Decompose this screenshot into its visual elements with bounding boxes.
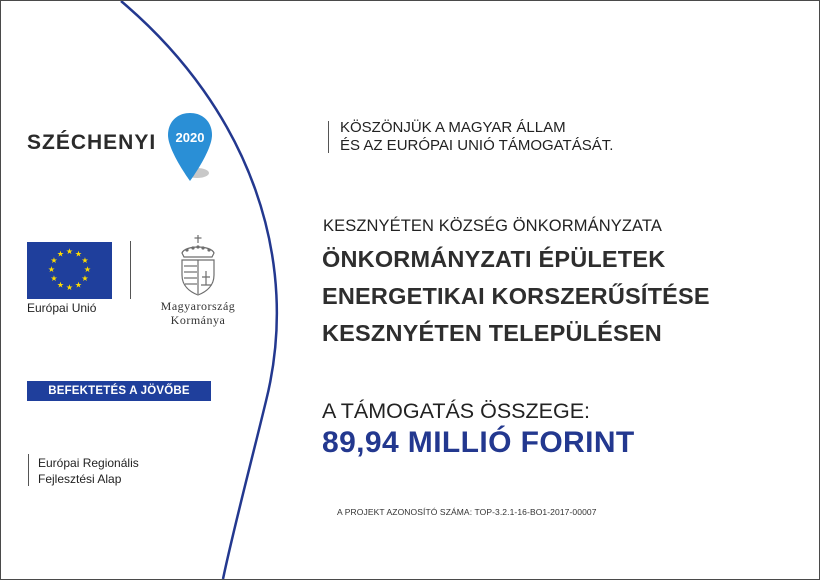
svg-text:★: ★ xyxy=(56,249,65,259)
coat-of-arms-icon xyxy=(165,233,231,297)
svg-text:★: ★ xyxy=(56,280,65,290)
support-amount-label: A TÁMOGATÁS ÖSSZEGE: xyxy=(322,399,591,423)
szechenyi-2020-pin-icon xyxy=(165,111,215,187)
svg-text:★: ★ xyxy=(74,249,83,259)
erfa-label xyxy=(38,455,139,487)
szechenyi-logo-text: SZÉCHENYI xyxy=(27,131,157,154)
thanks-line1: KÖSZÖNJÜK A MAGYAR ÁLLAM xyxy=(340,119,566,136)
project-title-line1: ÖNKORMÁNYZATI ÉPÜLETEK xyxy=(322,246,666,272)
svg-text:★: ★ xyxy=(83,265,92,274)
government-label xyxy=(150,299,246,327)
eu-flag-icon xyxy=(27,242,112,299)
svg-text:★: ★ xyxy=(50,256,58,265)
project-id: A PROJEKT AZONOSÍTÓ SZÁMA: TOP-3.2.1-16-BO1-2017-00007 xyxy=(337,507,597,517)
svg-text:★: ★ xyxy=(81,256,89,265)
project-title-line3: KESZNYÉTEN TELEPÜLÉSEN xyxy=(322,320,662,346)
government-label-line1: Magyarország xyxy=(160,299,236,313)
project-title-line2: ENERGETIKAI KORSZERŰSÍTÉSE xyxy=(322,283,710,309)
svg-text:★: ★ xyxy=(65,283,74,292)
project-title xyxy=(322,241,710,352)
svg-text:★: ★ xyxy=(65,247,74,256)
eu-label: Európai Unió xyxy=(27,301,97,315)
szechenyi-year: 2020 xyxy=(175,130,205,145)
government-label-line2: Kormánya xyxy=(170,313,226,327)
erfa-divider xyxy=(28,454,29,486)
thanks-line2: ÉS AZ EURÓPAI UNIÓ TÁMOGATÁSÁT. xyxy=(340,137,614,154)
thanks-text xyxy=(340,119,613,155)
beneficiary-name: KESZNYÉTEN KÖZSÉG ÖNKORMÁNYZATA xyxy=(323,217,662,235)
svg-text:★: ★ xyxy=(50,274,58,283)
thanks-divider xyxy=(328,121,329,153)
support-amount: 89,94 MILLIÓ FORINT xyxy=(322,426,635,459)
logo-divider xyxy=(130,241,131,299)
erfa-line2: Fejlesztési Alap xyxy=(38,472,122,486)
svg-text:★: ★ xyxy=(47,265,56,274)
erfa-line1: Európai Regionális xyxy=(38,456,139,470)
svg-text:★: ★ xyxy=(81,274,89,283)
invest-banner: BEFEKTETÉS A JÖVŐBE xyxy=(27,381,211,401)
svg-text:★: ★ xyxy=(74,280,83,290)
